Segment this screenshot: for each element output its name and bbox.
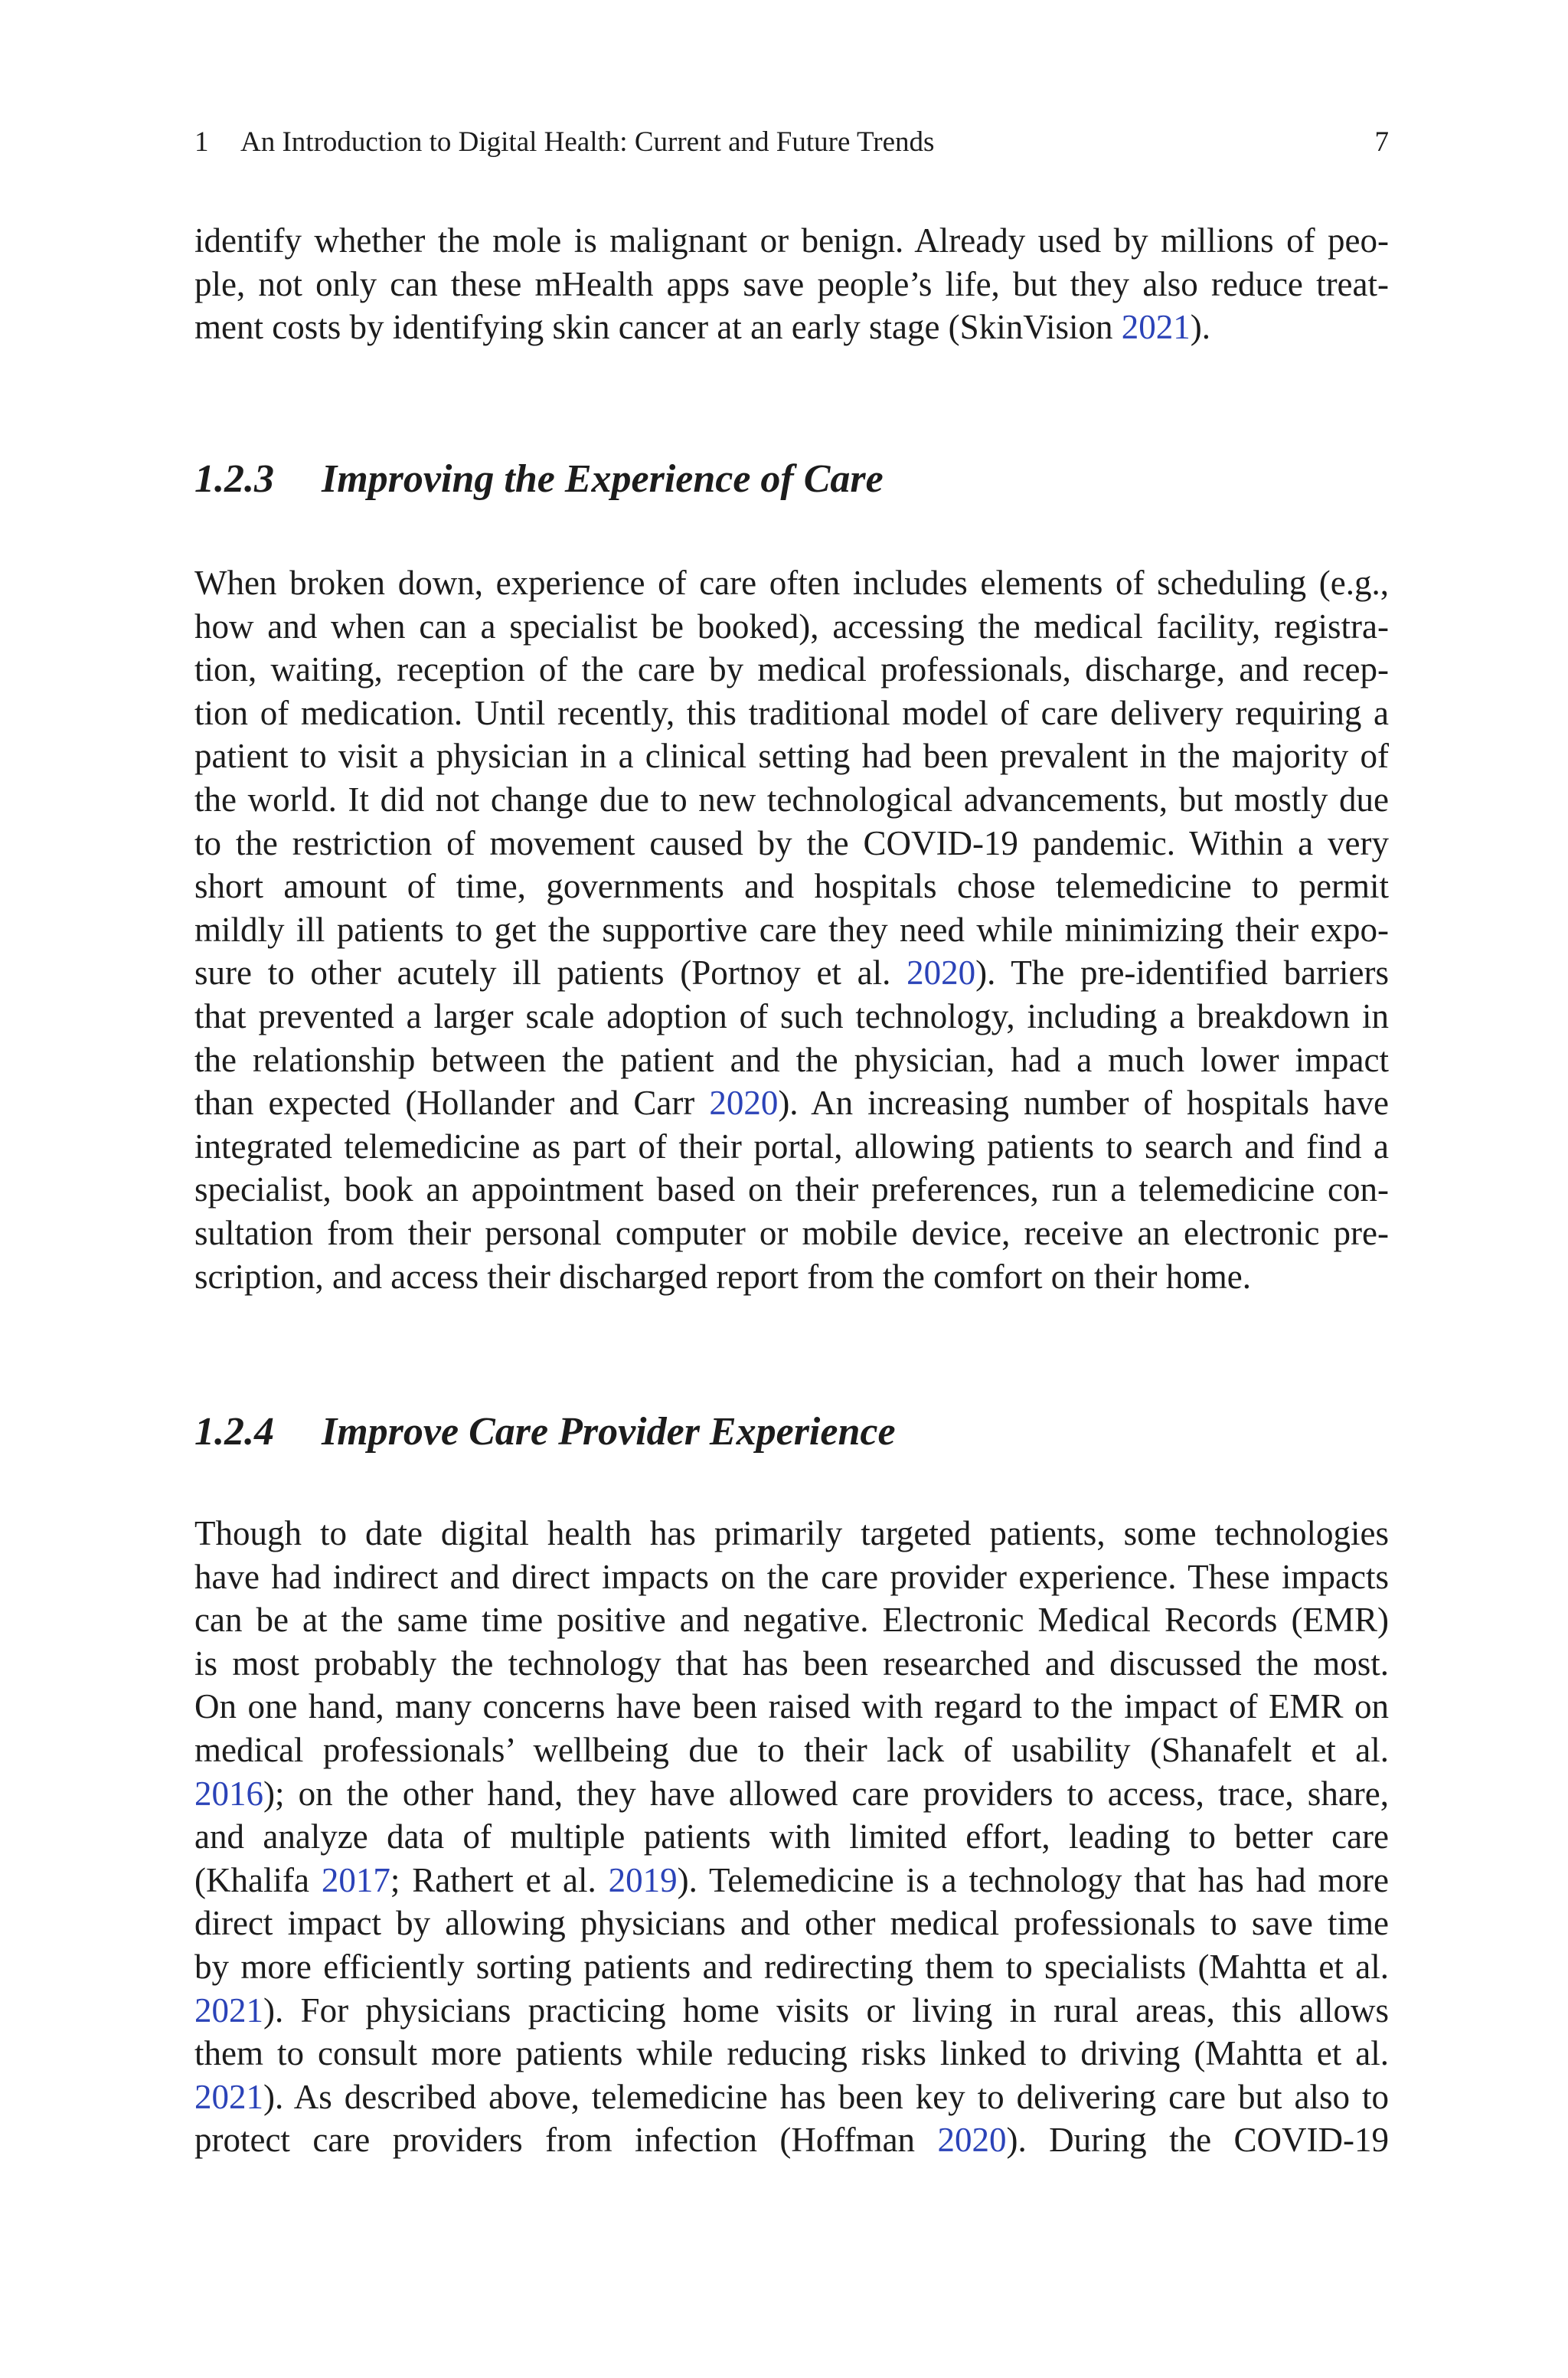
text-line [194,561,1389,605]
text-line [194,263,1389,306]
text-line [194,908,1389,952]
text-segment: direct impact by allowing physicians and other medical professionals to save time [194,1904,1389,1943]
text-segment: sultation from their personal computer or mobile device, receive an electronic pre- [194,1213,1389,1252]
text-segment: is most probably the technology that has been researched and discussed the most. [194,1644,1389,1683]
text-line [194,951,1389,995]
text-line [194,2032,1389,2075]
text-line [194,648,1389,692]
section-title: Improving the Experience of Care [322,457,884,501]
text-segment: ; Rathert et al. [390,1860,609,1899]
text-line [194,1945,1389,1989]
text-segment: ). [1190,308,1211,347]
text-line [194,1212,1389,1255]
text-line [194,778,1389,822]
text-line [194,2075,1389,2119]
citation-link[interactable]: 2020 [937,2121,1007,2160]
text-segment: ); on the other hand, they have allowed care providers to access, trace, share, [263,1774,1389,1813]
citation-link[interactable]: 2020 [906,953,976,993]
experience-of-care-paragraph [194,561,1389,1298]
text-segment: to the restriction of movement caused by the COVID-19 pandemic. Within a very [194,823,1389,862]
text-segment: identify whether the mole is malignant or benign. Already used by millions of peo- [194,221,1389,260]
section-heading-1-2-4 [194,1409,896,1455]
text-line [194,865,1389,908]
text-segment: ple, not only can these mHealth apps save people’s life, but they also reduce treat- [194,264,1389,303]
section-number: 1.2.4 [194,1410,274,1454]
chapter-title: An Introduction to Digital Health: Current and Future Trends [240,126,935,158]
text-segment: ). As described above, telemedicine has been key to delivering care but also to [263,2077,1389,2116]
text-segment: protect care providers from infection (Hoffman [194,2121,938,2160]
text-line [194,822,1389,865]
chapter-number: 1 [194,126,209,158]
text-segment: specialist, book an appointment based on their preferences, run a telemedicine con- [194,1170,1389,1209]
page-number: 7 [1374,126,1389,158]
text-segment: ). An increasing number of hospitals have [778,1084,1389,1123]
text-line [194,1512,1389,1555]
text-segment: have had indirect and direct impacts on the care provider experience. These impacts [194,1557,1389,1596]
text-segment: When broken down, experience of care often includes elements of scheduling (e.g., [194,564,1389,602]
text-segment: the world. It did not change due to new technological advancements, but mostly due [194,780,1389,819]
text-line [194,692,1389,735]
text-line [194,1081,1389,1125]
intro-paragraph [194,219,1389,349]
citation-link[interactable]: 2020 [709,1084,779,1123]
citation-link[interactable]: 2019 [608,1860,678,1899]
text-segment: can be at the same time positive and negative. Electronic Medical Records (EMR) [194,1601,1389,1640]
text-segment: by more efficiently sorting patients and redirecting them to specialists (Mahtta et al. [194,1947,1389,1986]
text-segment: (Khalifa [194,1860,322,1899]
text-line [194,1255,1389,1299]
text-segment: ). For physicians practicing home visits or living in rural areas, this allows [263,1990,1389,2030]
text-segment: how and when can a specialist be booked), accessing the medical facility, registra- [194,607,1389,646]
text-line [194,995,1389,1039]
text-line [194,1039,1389,1082]
text-line [194,1598,1389,1642]
text-line [194,306,1389,349]
text-line [194,1902,1389,1945]
text-segment: the relationship between the patient and the physician, had a much lower impact [194,1040,1389,1079]
text-line [194,1859,1389,1902]
section-heading-1-2-3 [194,456,884,502]
citation-link[interactable]: 2021 [194,2077,263,2116]
citation-link[interactable]: 2017 [321,1860,390,1899]
text-segment: scription, and access their discharged report from the comfort on their home. [194,1257,1251,1296]
section-title: Improve Care Provider Experience [322,1410,896,1454]
text-segment: ). The pre-identified barriers [975,953,1389,993]
text-line [194,2118,1389,2162]
citation-link[interactable]: 2021 [1121,308,1191,347]
text-segment: ment costs by identifying skin cancer at an early stage (SkinVision [194,308,1122,347]
care-provider-paragraph [194,1512,1389,2162]
text-line [194,1685,1389,1729]
text-line [194,1815,1389,1859]
text-segment: tion of medication. Until recently, this traditional model of care delivery requiring a [194,693,1389,732]
running-head [194,126,1389,159]
text-segment: that prevented a larger scale adoption of such technology, including a breakdown in [194,996,1389,1035]
text-segment: and analyze data of multiple patients with limited effort, leading to better care [194,1817,1389,1856]
text-line [194,1642,1389,1686]
text-line [194,1555,1389,1599]
text-segment: integrated telemedicine as part of their portal, allowing patients to search and find a [194,1127,1389,1166]
text-segment: ). During the COVID-19 [1006,2121,1389,2160]
text-segment: medical professionals’ wellbeing due to their lack of usability (Shanafelt et al. [194,1730,1389,1769]
text-segment: On one hand, many concerns have been raised with regard to the impact of EMR on [194,1687,1389,1726]
text-line [194,1989,1389,2033]
text-line [194,1125,1389,1169]
text-line [194,1729,1389,1772]
text-line [194,605,1389,649]
text-segment: them to consult more patients while reducing risks linked to driving (Mahtta et al. [194,2034,1389,2073]
text-segment: patient to visit a physician in a clinical setting had been prevalent in the majority of [194,737,1389,776]
text-segment: than expected (Hollander and Carr [194,1084,710,1123]
text-segment: tion, waiting, reception of the care by medical professionals, discharge, and recep- [194,650,1389,689]
citation-link[interactable]: 2016 [194,1774,263,1813]
text-segment: ). Telemedicine is a technology that has had more [677,1860,1389,1899]
text-segment: mildly ill patients to get the supportive care they need while minimizing their expo- [194,910,1389,949]
text-line [194,219,1389,263]
citation-link[interactable]: 2021 [194,1990,263,2030]
section-number: 1.2.3 [194,457,274,501]
text-line [194,1772,1389,1816]
text-line [194,1168,1389,1212]
text-segment: Though to date digital health has primarily targeted patients, some technologies [194,1514,1389,1552]
text-segment: sure to other acutely ill patients (Portnoy et al. [194,953,907,993]
text-line [194,734,1389,778]
text-segment: short amount of time, governments and hospitals chose telemedicine to permit [194,867,1389,906]
